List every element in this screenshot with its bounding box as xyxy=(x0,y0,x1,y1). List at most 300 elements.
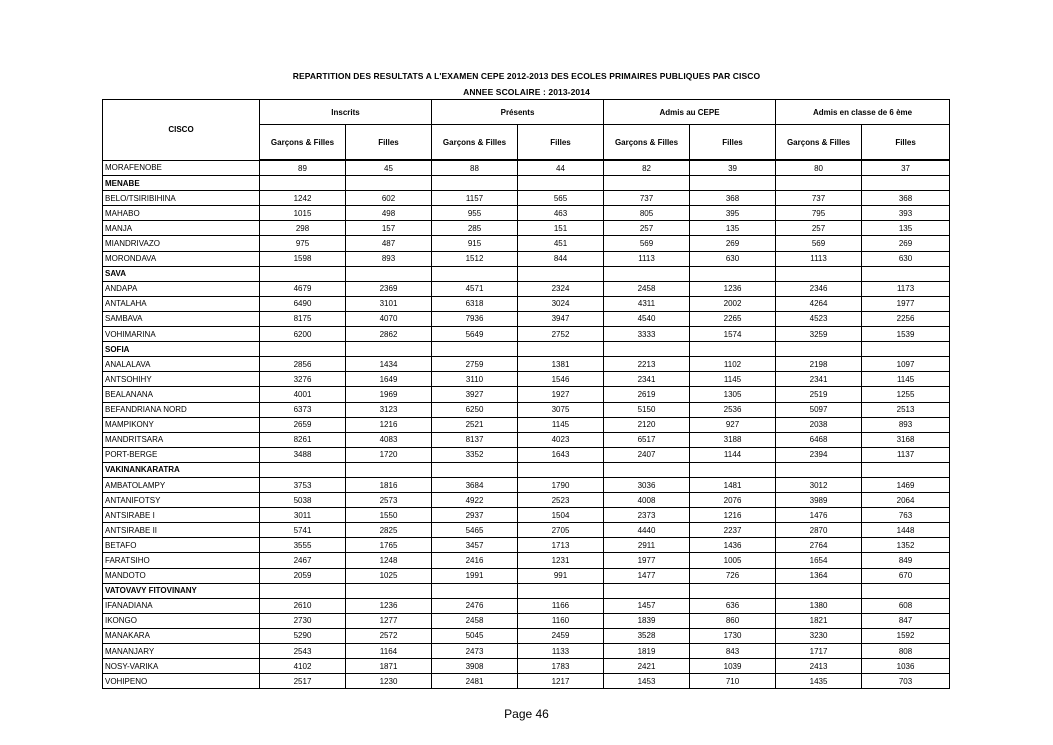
table-cell: 636 xyxy=(690,598,776,613)
table-cell: 3989 xyxy=(776,493,862,508)
table-cell: 3927 xyxy=(432,387,518,402)
table-cell: 393 xyxy=(862,206,950,221)
table-cell: 2324 xyxy=(518,281,604,296)
table-cell: 1457 xyxy=(604,598,690,613)
table-cell: 849 xyxy=(862,553,950,568)
region-row xyxy=(103,583,950,598)
table-row xyxy=(103,613,950,628)
table-cell xyxy=(346,176,432,191)
cisco-name: FARATSIHO xyxy=(103,553,260,568)
table-cell: 89 xyxy=(260,160,346,176)
document-title: REPARTITION DES RESULTATS A L'EXAMEN CEPE 2012-2013 DES ECOLES PRIMAIRES PUBLIQUES PAR CISCO xyxy=(292,71,761,81)
table-cell: 2416 xyxy=(432,553,518,568)
table-cell: 5290 xyxy=(260,628,346,643)
table-cell xyxy=(604,342,690,357)
table-cell: 630 xyxy=(690,251,776,266)
table-cell: 1145 xyxy=(518,417,604,432)
table-row xyxy=(103,477,950,492)
table-cell: 2059 xyxy=(260,568,346,583)
table-cell: 1477 xyxy=(604,568,690,583)
table-cell: 1713 xyxy=(518,538,604,553)
table-cell: 1133 xyxy=(518,644,604,659)
table-cell: 1242 xyxy=(260,191,346,206)
table-cell: 2536 xyxy=(690,402,776,417)
table-cell: 44 xyxy=(518,160,604,176)
table-cell: 2237 xyxy=(690,523,776,538)
table-cell: 2394 xyxy=(776,447,862,462)
table-cell xyxy=(604,462,690,477)
table-row xyxy=(103,628,950,643)
table-cell: 1539 xyxy=(862,327,950,342)
table-row xyxy=(103,160,950,176)
table-cell: 608 xyxy=(862,598,950,613)
table-cell: 1469 xyxy=(862,477,950,492)
table-cell: 1248 xyxy=(346,553,432,568)
subheader-filles: Filles xyxy=(690,125,776,161)
table-cell xyxy=(690,583,776,598)
table-cell: 1157 xyxy=(432,191,518,206)
table-row xyxy=(103,598,950,613)
table-cell: 6468 xyxy=(776,432,862,447)
table-cell: 1453 xyxy=(604,674,690,689)
table-cell: 80 xyxy=(776,160,862,176)
school-year-subtitle: ANNEE SCOLAIRE : 2013-2014 xyxy=(463,87,590,97)
table-cell: 2610 xyxy=(260,598,346,613)
table-cell: 3123 xyxy=(346,402,432,417)
cisco-name: ANTSIRABE I xyxy=(103,508,260,523)
table-cell: 569 xyxy=(604,236,690,251)
region-name: SOFIA xyxy=(103,342,260,357)
table-cell: 1504 xyxy=(518,508,604,523)
table-cell: 3011 xyxy=(260,508,346,523)
cisco-name: VOHIMARINA xyxy=(103,327,260,342)
table-cell: 1512 xyxy=(432,251,518,266)
table-cell: 3259 xyxy=(776,327,862,342)
table-cell: 1160 xyxy=(518,613,604,628)
table-cell: 3036 xyxy=(604,477,690,492)
table-cell xyxy=(432,266,518,281)
cisco-name: MANANJARY xyxy=(103,644,260,659)
region-name: SAVA xyxy=(103,266,260,281)
table-cell: 2459 xyxy=(518,628,604,643)
table-cell: 257 xyxy=(604,221,690,236)
cisco-name: VOHIPENO xyxy=(103,674,260,689)
table-cell xyxy=(346,342,432,357)
table-cell: 2407 xyxy=(604,447,690,462)
cisco-name: SAMBAVA xyxy=(103,311,260,326)
table-row xyxy=(103,508,950,523)
cisco-name: MORONDAVA xyxy=(103,251,260,266)
table-cell: 1144 xyxy=(690,447,776,462)
table-cell xyxy=(260,462,346,477)
table-cell: 1145 xyxy=(862,372,950,387)
table-row xyxy=(103,674,950,689)
table-row xyxy=(103,221,950,236)
table-cell: 2369 xyxy=(346,281,432,296)
table-row xyxy=(103,417,950,432)
cisco-name: BEALANANA xyxy=(103,387,260,402)
table-cell: 6250 xyxy=(432,402,518,417)
cisco-name: BELO/TSIRIBIHINA xyxy=(103,191,260,206)
table-cell: 5465 xyxy=(432,523,518,538)
table-cell xyxy=(776,176,862,191)
table-cell: 1816 xyxy=(346,477,432,492)
table-cell: 3110 xyxy=(432,372,518,387)
table-cell: 1216 xyxy=(690,508,776,523)
table-cell: 1765 xyxy=(346,538,432,553)
table-cell: 1097 xyxy=(862,357,950,372)
table-cell: 2473 xyxy=(432,644,518,659)
table-cell: 1821 xyxy=(776,613,862,628)
table-cell: 1102 xyxy=(690,357,776,372)
table-cell: 487 xyxy=(346,236,432,251)
table-cell: 844 xyxy=(518,251,604,266)
table-row xyxy=(103,387,950,402)
cisco-name: IKONGO xyxy=(103,613,260,628)
table-cell xyxy=(518,462,604,477)
table-cell: 1173 xyxy=(862,281,950,296)
cisco-name: BEFANDRIANA NORD xyxy=(103,402,260,417)
table-cell: 2572 xyxy=(346,628,432,643)
table-cell xyxy=(518,583,604,598)
table-cell: 860 xyxy=(690,613,776,628)
table-cell xyxy=(260,266,346,281)
table-cell: 39 xyxy=(690,160,776,176)
table-row xyxy=(103,432,950,447)
table-cell: 1991 xyxy=(432,568,518,583)
table-cell: 285 xyxy=(432,221,518,236)
table-cell: 1364 xyxy=(776,568,862,583)
table-cell: 3555 xyxy=(260,538,346,553)
table-cell: 3947 xyxy=(518,311,604,326)
table-cell: 1871 xyxy=(346,659,432,674)
table-cell: 8261 xyxy=(260,432,346,447)
table-cell: 2730 xyxy=(260,613,346,628)
table-cell: 2937 xyxy=(432,508,518,523)
table-cell xyxy=(432,583,518,598)
cisco-name: ANTSOHIHY xyxy=(103,372,260,387)
cisco-name: ANTANIFOTSY xyxy=(103,493,260,508)
table-cell: 737 xyxy=(776,191,862,206)
table-cell: 451 xyxy=(518,236,604,251)
table-cell: 2519 xyxy=(776,387,862,402)
table-cell: 703 xyxy=(862,674,950,689)
table-cell: 3488 xyxy=(260,447,346,462)
cisco-name: MORAFENOBE xyxy=(103,160,260,176)
table-cell: 1783 xyxy=(518,659,604,674)
table-cell: 3276 xyxy=(260,372,346,387)
cisco-name: MIANDRIVAZO xyxy=(103,236,260,251)
table-cell: 2458 xyxy=(604,281,690,296)
table-cell: 3908 xyxy=(432,659,518,674)
table-cell: 602 xyxy=(346,191,432,206)
header-cisco: CISCO xyxy=(103,100,260,161)
table-row xyxy=(103,644,950,659)
table-cell: 4440 xyxy=(604,523,690,538)
cisco-name: ANTSIRABE II xyxy=(103,523,260,538)
table-cell: 82 xyxy=(604,160,690,176)
table-cell xyxy=(690,342,776,357)
cisco-name: ANDAPA xyxy=(103,281,260,296)
table-cell: 269 xyxy=(690,236,776,251)
table-cell: 2002 xyxy=(690,296,776,311)
table-cell: 4922 xyxy=(432,493,518,508)
table-cell: 4540 xyxy=(604,311,690,326)
table-cell: 3457 xyxy=(432,538,518,553)
table-cell: 1036 xyxy=(862,659,950,674)
table-cell xyxy=(518,176,604,191)
results-table xyxy=(102,99,950,689)
table-cell: 3101 xyxy=(346,296,432,311)
subheader-total: Garçons & Filles xyxy=(260,125,346,161)
table-cell: 3168 xyxy=(862,432,950,447)
table-cell xyxy=(432,176,518,191)
table-cell: 2064 xyxy=(862,493,950,508)
table-row xyxy=(103,327,950,342)
table-row xyxy=(103,206,950,221)
region-row xyxy=(103,462,950,477)
table-cell: 1015 xyxy=(260,206,346,221)
table-cell: 2764 xyxy=(776,538,862,553)
table-cell xyxy=(604,176,690,191)
table-cell: 1977 xyxy=(862,296,950,311)
table-row xyxy=(103,523,950,538)
table-cell: 893 xyxy=(346,251,432,266)
table-cell: 795 xyxy=(776,206,862,221)
table-cell: 395 xyxy=(690,206,776,221)
table-cell: 151 xyxy=(518,221,604,236)
table-cell xyxy=(432,462,518,477)
table-cell: 805 xyxy=(604,206,690,221)
cisco-name: ANTALAHA xyxy=(103,296,260,311)
table-cell: 2759 xyxy=(432,357,518,372)
table-cell: 2458 xyxy=(432,613,518,628)
table-cell: 565 xyxy=(518,191,604,206)
cisco-name: PORT-BERGE xyxy=(103,447,260,462)
table-cell xyxy=(690,266,776,281)
table-cell: 3188 xyxy=(690,432,776,447)
table-row xyxy=(103,296,950,311)
table-cell: 2467 xyxy=(260,553,346,568)
table-cell: 1550 xyxy=(346,508,432,523)
table-cell: 2573 xyxy=(346,493,432,508)
table-cell: 4102 xyxy=(260,659,346,674)
table-cell: 5741 xyxy=(260,523,346,538)
region-row xyxy=(103,342,950,357)
table-cell: 368 xyxy=(690,191,776,206)
table-cell: 2911 xyxy=(604,538,690,553)
cisco-name: MANDOTO xyxy=(103,568,260,583)
table-cell: 368 xyxy=(862,191,950,206)
cisco-name: MANDRITSARA xyxy=(103,432,260,447)
table-cell xyxy=(862,342,950,357)
table-row xyxy=(103,538,950,553)
table-cell: 1305 xyxy=(690,387,776,402)
table-cell xyxy=(690,176,776,191)
region-name: VATOVAVY FITOVINANY xyxy=(103,583,260,598)
table-cell: 4264 xyxy=(776,296,862,311)
table-cell: 3230 xyxy=(776,628,862,643)
table-cell: 2341 xyxy=(604,372,690,387)
table-row xyxy=(103,311,950,326)
table-cell xyxy=(260,583,346,598)
table-cell: 2870 xyxy=(776,523,862,538)
table-cell: 5649 xyxy=(432,327,518,342)
table-cell: 670 xyxy=(862,568,950,583)
table-cell: 2619 xyxy=(604,387,690,402)
table-cell xyxy=(862,176,950,191)
table-cell xyxy=(604,266,690,281)
table-cell: 2413 xyxy=(776,659,862,674)
cisco-name: IFANADIANA xyxy=(103,598,260,613)
table-row xyxy=(103,493,950,508)
table-cell: 1546 xyxy=(518,372,604,387)
table-cell: 1481 xyxy=(690,477,776,492)
table-row xyxy=(103,447,950,462)
table-cell xyxy=(346,462,432,477)
table-cell: 3528 xyxy=(604,628,690,643)
table-cell: 2341 xyxy=(776,372,862,387)
table-cell: 5038 xyxy=(260,493,346,508)
table-cell: 1230 xyxy=(346,674,432,689)
table-cell: 4023 xyxy=(518,432,604,447)
table-cell: 498 xyxy=(346,206,432,221)
table-cell: 1839 xyxy=(604,613,690,628)
table-cell: 991 xyxy=(518,568,604,583)
table-cell: 1819 xyxy=(604,644,690,659)
table-cell xyxy=(432,342,518,357)
table-cell: 1730 xyxy=(690,628,776,643)
table-cell: 7936 xyxy=(432,311,518,326)
table-cell: 4523 xyxy=(776,311,862,326)
table-cell: 2421 xyxy=(604,659,690,674)
table-cell xyxy=(346,266,432,281)
table-cell: 1654 xyxy=(776,553,862,568)
table-cell: 630 xyxy=(862,251,950,266)
table-cell xyxy=(862,583,950,598)
table-cell: 1113 xyxy=(776,251,862,266)
table-cell: 1598 xyxy=(260,251,346,266)
table-cell xyxy=(346,583,432,598)
table-cell: 8175 xyxy=(260,311,346,326)
table-cell: 1236 xyxy=(690,281,776,296)
page-number: Page 46 xyxy=(504,707,549,721)
cisco-name: BETAFO xyxy=(103,538,260,553)
table-cell: 2862 xyxy=(346,327,432,342)
cisco-name: MAMPIKONY xyxy=(103,417,260,432)
header-admis-6eme: Admis en classe de 6 ème xyxy=(776,100,950,125)
header-presents: Présents xyxy=(432,100,604,125)
header-admis-cepe: Admis au CEPE xyxy=(604,100,776,125)
subheader-filles: Filles xyxy=(346,125,432,161)
table-cell: 808 xyxy=(862,644,950,659)
table-cell: 915 xyxy=(432,236,518,251)
table-cell: 1236 xyxy=(346,598,432,613)
table-cell: 2517 xyxy=(260,674,346,689)
table-cell: 4571 xyxy=(432,281,518,296)
table-cell: 3684 xyxy=(432,477,518,492)
table-cell: 45 xyxy=(346,160,432,176)
table-cell: 5045 xyxy=(432,628,518,643)
table-cell xyxy=(776,462,862,477)
table-cell: 955 xyxy=(432,206,518,221)
table-cell: 2659 xyxy=(260,417,346,432)
subheader-total: Garçons & Filles xyxy=(776,125,862,161)
table-cell: 843 xyxy=(690,644,776,659)
table-row xyxy=(103,236,950,251)
table-cell: 3075 xyxy=(518,402,604,417)
cisco-name: MAHABO xyxy=(103,206,260,221)
table-cell: 5097 xyxy=(776,402,862,417)
cisco-name: AMBATOLAMPY xyxy=(103,477,260,492)
table-cell: 2256 xyxy=(862,311,950,326)
table-cell xyxy=(260,176,346,191)
header-inscrits: Inscrits xyxy=(260,100,432,125)
table-cell xyxy=(776,342,862,357)
table-cell: 2373 xyxy=(604,508,690,523)
table-cell: 4679 xyxy=(260,281,346,296)
table-cell: 4311 xyxy=(604,296,690,311)
table-cell xyxy=(862,462,950,477)
cisco-name: ANALALAVA xyxy=(103,357,260,372)
table-row xyxy=(103,659,950,674)
table-cell xyxy=(690,462,776,477)
table-cell: 3024 xyxy=(518,296,604,311)
table-cell: 3012 xyxy=(776,477,862,492)
table-cell: 1435 xyxy=(776,674,862,689)
table-row xyxy=(103,553,950,568)
table-cell: 6490 xyxy=(260,296,346,311)
table-cell: 1005 xyxy=(690,553,776,568)
table-cell: 1717 xyxy=(776,644,862,659)
table-row xyxy=(103,372,950,387)
table-cell: 1277 xyxy=(346,613,432,628)
table-cell: 463 xyxy=(518,206,604,221)
table-cell: 4001 xyxy=(260,387,346,402)
cisco-name: MANJA xyxy=(103,221,260,236)
table-cell: 2481 xyxy=(432,674,518,689)
table-cell: 710 xyxy=(690,674,776,689)
table-cell: 257 xyxy=(776,221,862,236)
table-cell: 1643 xyxy=(518,447,604,462)
table-cell: 1592 xyxy=(862,628,950,643)
table-cell xyxy=(604,583,690,598)
table-cell: 2752 xyxy=(518,327,604,342)
table-cell: 4008 xyxy=(604,493,690,508)
region-row xyxy=(103,176,950,191)
table-cell: 1164 xyxy=(346,644,432,659)
table-cell: 135 xyxy=(862,221,950,236)
table-cell: 3753 xyxy=(260,477,346,492)
table-cell xyxy=(776,266,862,281)
cisco-name: MANAKARA xyxy=(103,628,260,643)
table-cell: 2346 xyxy=(776,281,862,296)
table-cell: 1352 xyxy=(862,538,950,553)
table-cell: 2521 xyxy=(432,417,518,432)
table-cell: 1977 xyxy=(604,553,690,568)
table-cell: 1436 xyxy=(690,538,776,553)
table-cell: 1927 xyxy=(518,387,604,402)
table-cell: 893 xyxy=(862,417,950,432)
table-cell xyxy=(518,266,604,281)
table-cell: 1448 xyxy=(862,523,950,538)
subheader-filles: Filles xyxy=(862,125,950,161)
table-cell: 8137 xyxy=(432,432,518,447)
table-row xyxy=(103,357,950,372)
table-cell: 847 xyxy=(862,613,950,628)
table-cell: 2076 xyxy=(690,493,776,508)
table-cell xyxy=(518,342,604,357)
